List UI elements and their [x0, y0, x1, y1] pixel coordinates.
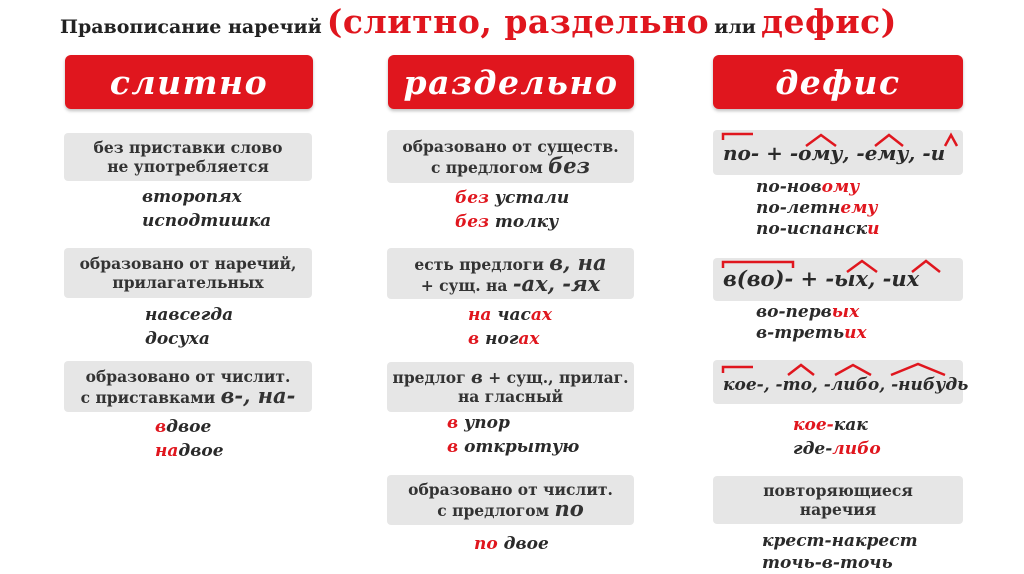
text-fragment: ому	[821, 177, 860, 197]
suffix-mark	[835, 365, 871, 375]
header-razdelno-label: раздельно	[403, 62, 619, 102]
rule-text: образовано от числит.	[85, 366, 291, 386]
title-part4: дефис)	[760, 2, 897, 41]
example: точь-в-точь	[762, 553, 893, 573]
title-part1: Правописание наречий	[60, 16, 322, 38]
text-fragment: по-испанск	[756, 219, 868, 239]
example-rest: устали	[488, 188, 570, 208]
rule-text: с приставками	[80, 387, 216, 407]
header-defis	[713, 55, 963, 109]
example-prefix: без	[455, 212, 489, 232]
example-rest: ног	[479, 329, 519, 349]
text-fragment: и	[867, 219, 880, 239]
example-prefix: на	[468, 305, 492, 325]
rule-text: на гласный	[457, 387, 564, 406]
rule-box	[713, 360, 969, 404]
morpheme-marks	[713, 130, 963, 175]
example	[447, 411, 579, 435]
example-prefix: без	[455, 188, 489, 208]
example	[756, 302, 867, 323]
rule-text: с предлогом	[430, 157, 543, 177]
text-fragment: в-треть	[756, 323, 845, 343]
rule-box	[387, 362, 634, 412]
example	[468, 327, 552, 351]
rule-text: + сущ., прилаг.	[482, 368, 629, 387]
rule-box	[387, 130, 634, 183]
example	[468, 303, 552, 327]
ending-mark	[945, 135, 957, 146]
page-title	[60, 2, 980, 41]
example	[455, 210, 569, 234]
example: крест-накрест	[762, 531, 918, 551]
rule-text: прилагательных	[112, 273, 264, 292]
suffix-mark	[788, 365, 814, 375]
rule-box	[713, 476, 963, 524]
morpheme-marks	[713, 360, 963, 404]
example	[793, 413, 881, 437]
example-rest: двое	[166, 417, 212, 437]
rule-text-emph: в	[471, 367, 483, 388]
text-fragment: по-летн	[756, 198, 841, 218]
example: навсегда	[145, 305, 234, 325]
example-prefix: в	[468, 329, 480, 349]
example	[455, 186, 569, 210]
example-prefix: в	[447, 413, 459, 433]
header-slitno	[65, 55, 313, 109]
example-rest: двое	[497, 534, 549, 554]
rule-box	[64, 133, 312, 181]
text-fragment: кое-	[793, 415, 834, 435]
ending-mark	[847, 261, 877, 272]
example-ending: ах	[518, 329, 540, 349]
example	[155, 439, 224, 463]
rule-text: + сущ. на	[420, 275, 508, 295]
rule-text: предлог	[392, 368, 466, 387]
rule-text-emph: в, на	[549, 249, 607, 275]
examples	[762, 530, 918, 574]
text-fragment: где-	[793, 439, 833, 459]
prefix-mark	[723, 262, 793, 268]
rule-box	[64, 361, 312, 412]
rule-text-emph: в-, на-	[220, 382, 296, 408]
example-rest: час	[491, 305, 531, 325]
prefix-mark	[723, 134, 753, 140]
example	[474, 532, 549, 556]
rule-box	[64, 248, 312, 298]
examples	[474, 532, 549, 556]
rule-box	[387, 248, 634, 299]
text-fragment: их	[844, 323, 867, 343]
ending-mark	[875, 135, 903, 146]
example	[756, 323, 867, 344]
rule-formula: в(во)- + -ых, -их	[723, 266, 920, 291]
example-rest: упор	[458, 413, 510, 433]
rule-text: наречия	[799, 500, 877, 519]
rule-text: образовано от наречий,	[79, 254, 297, 273]
ending-mark	[806, 135, 836, 146]
examples	[756, 177, 879, 240]
morpheme-marks	[713, 258, 963, 301]
examples	[145, 303, 233, 351]
example-prefix: в	[447, 437, 459, 457]
example-prefix: по	[474, 534, 498, 554]
rule-text-emph: -ах, -ях	[512, 270, 601, 296]
rule-formula: по- + -ому, -ему, -и	[723, 141, 946, 165]
examples	[468, 303, 552, 351]
example-prefix: в	[155, 417, 167, 437]
title-part3: или	[714, 16, 756, 38]
example	[756, 177, 879, 198]
example	[155, 415, 224, 439]
examples	[756, 302, 867, 344]
example-ending: ах	[530, 305, 553, 325]
rule-text: с предлогом	[437, 501, 550, 520]
example	[756, 198, 879, 219]
rule-text: повторяющиеся	[763, 481, 913, 500]
example: досуха	[145, 329, 210, 349]
text-fragment: во-перв	[756, 302, 832, 322]
examples	[793, 413, 881, 461]
examples	[142, 185, 271, 233]
suffix-mark	[891, 364, 945, 375]
text-fragment: ему	[840, 198, 878, 218]
rule-box	[387, 475, 634, 525]
header-slitno-label: слитно	[109, 62, 269, 102]
example: второпях	[142, 187, 242, 207]
rule-box	[713, 258, 963, 301]
examples	[447, 411, 579, 459]
ending-mark	[912, 261, 940, 272]
text-fragment: либо	[832, 439, 881, 459]
rule-text: без приставки слово	[93, 138, 283, 157]
example-rest: двое	[178, 441, 224, 461]
example-rest: открытую	[458, 437, 580, 457]
rule-box	[713, 130, 963, 175]
example	[793, 437, 881, 461]
header-defis-label: дефис	[775, 62, 901, 102]
prefix-mark	[723, 367, 753, 373]
example	[447, 435, 579, 459]
example-rest: толку	[488, 212, 559, 232]
header-razdelno	[388, 55, 634, 109]
example	[756, 219, 879, 240]
example-prefix: на	[155, 441, 179, 461]
rule-text: образовано от существ.	[402, 136, 619, 156]
text-fragment: по-нов	[756, 177, 822, 197]
rule-text-emph: по	[554, 496, 584, 521]
examples	[155, 415, 224, 463]
rule-formula: кое-, -то, -либо, -нибудь	[723, 375, 969, 395]
text-fragment: ых	[831, 302, 860, 322]
rule-text: образовано от числит.	[408, 480, 613, 499]
examples	[455, 186, 569, 234]
rule-text: есть предлоги	[414, 254, 544, 274]
title-part2: (слитно, раздельно	[326, 2, 710, 41]
text-fragment: как	[833, 415, 868, 435]
example: исподтишка	[142, 211, 272, 231]
rule-text: не употребляется	[107, 157, 269, 176]
rule-text-emph: без	[548, 152, 591, 178]
